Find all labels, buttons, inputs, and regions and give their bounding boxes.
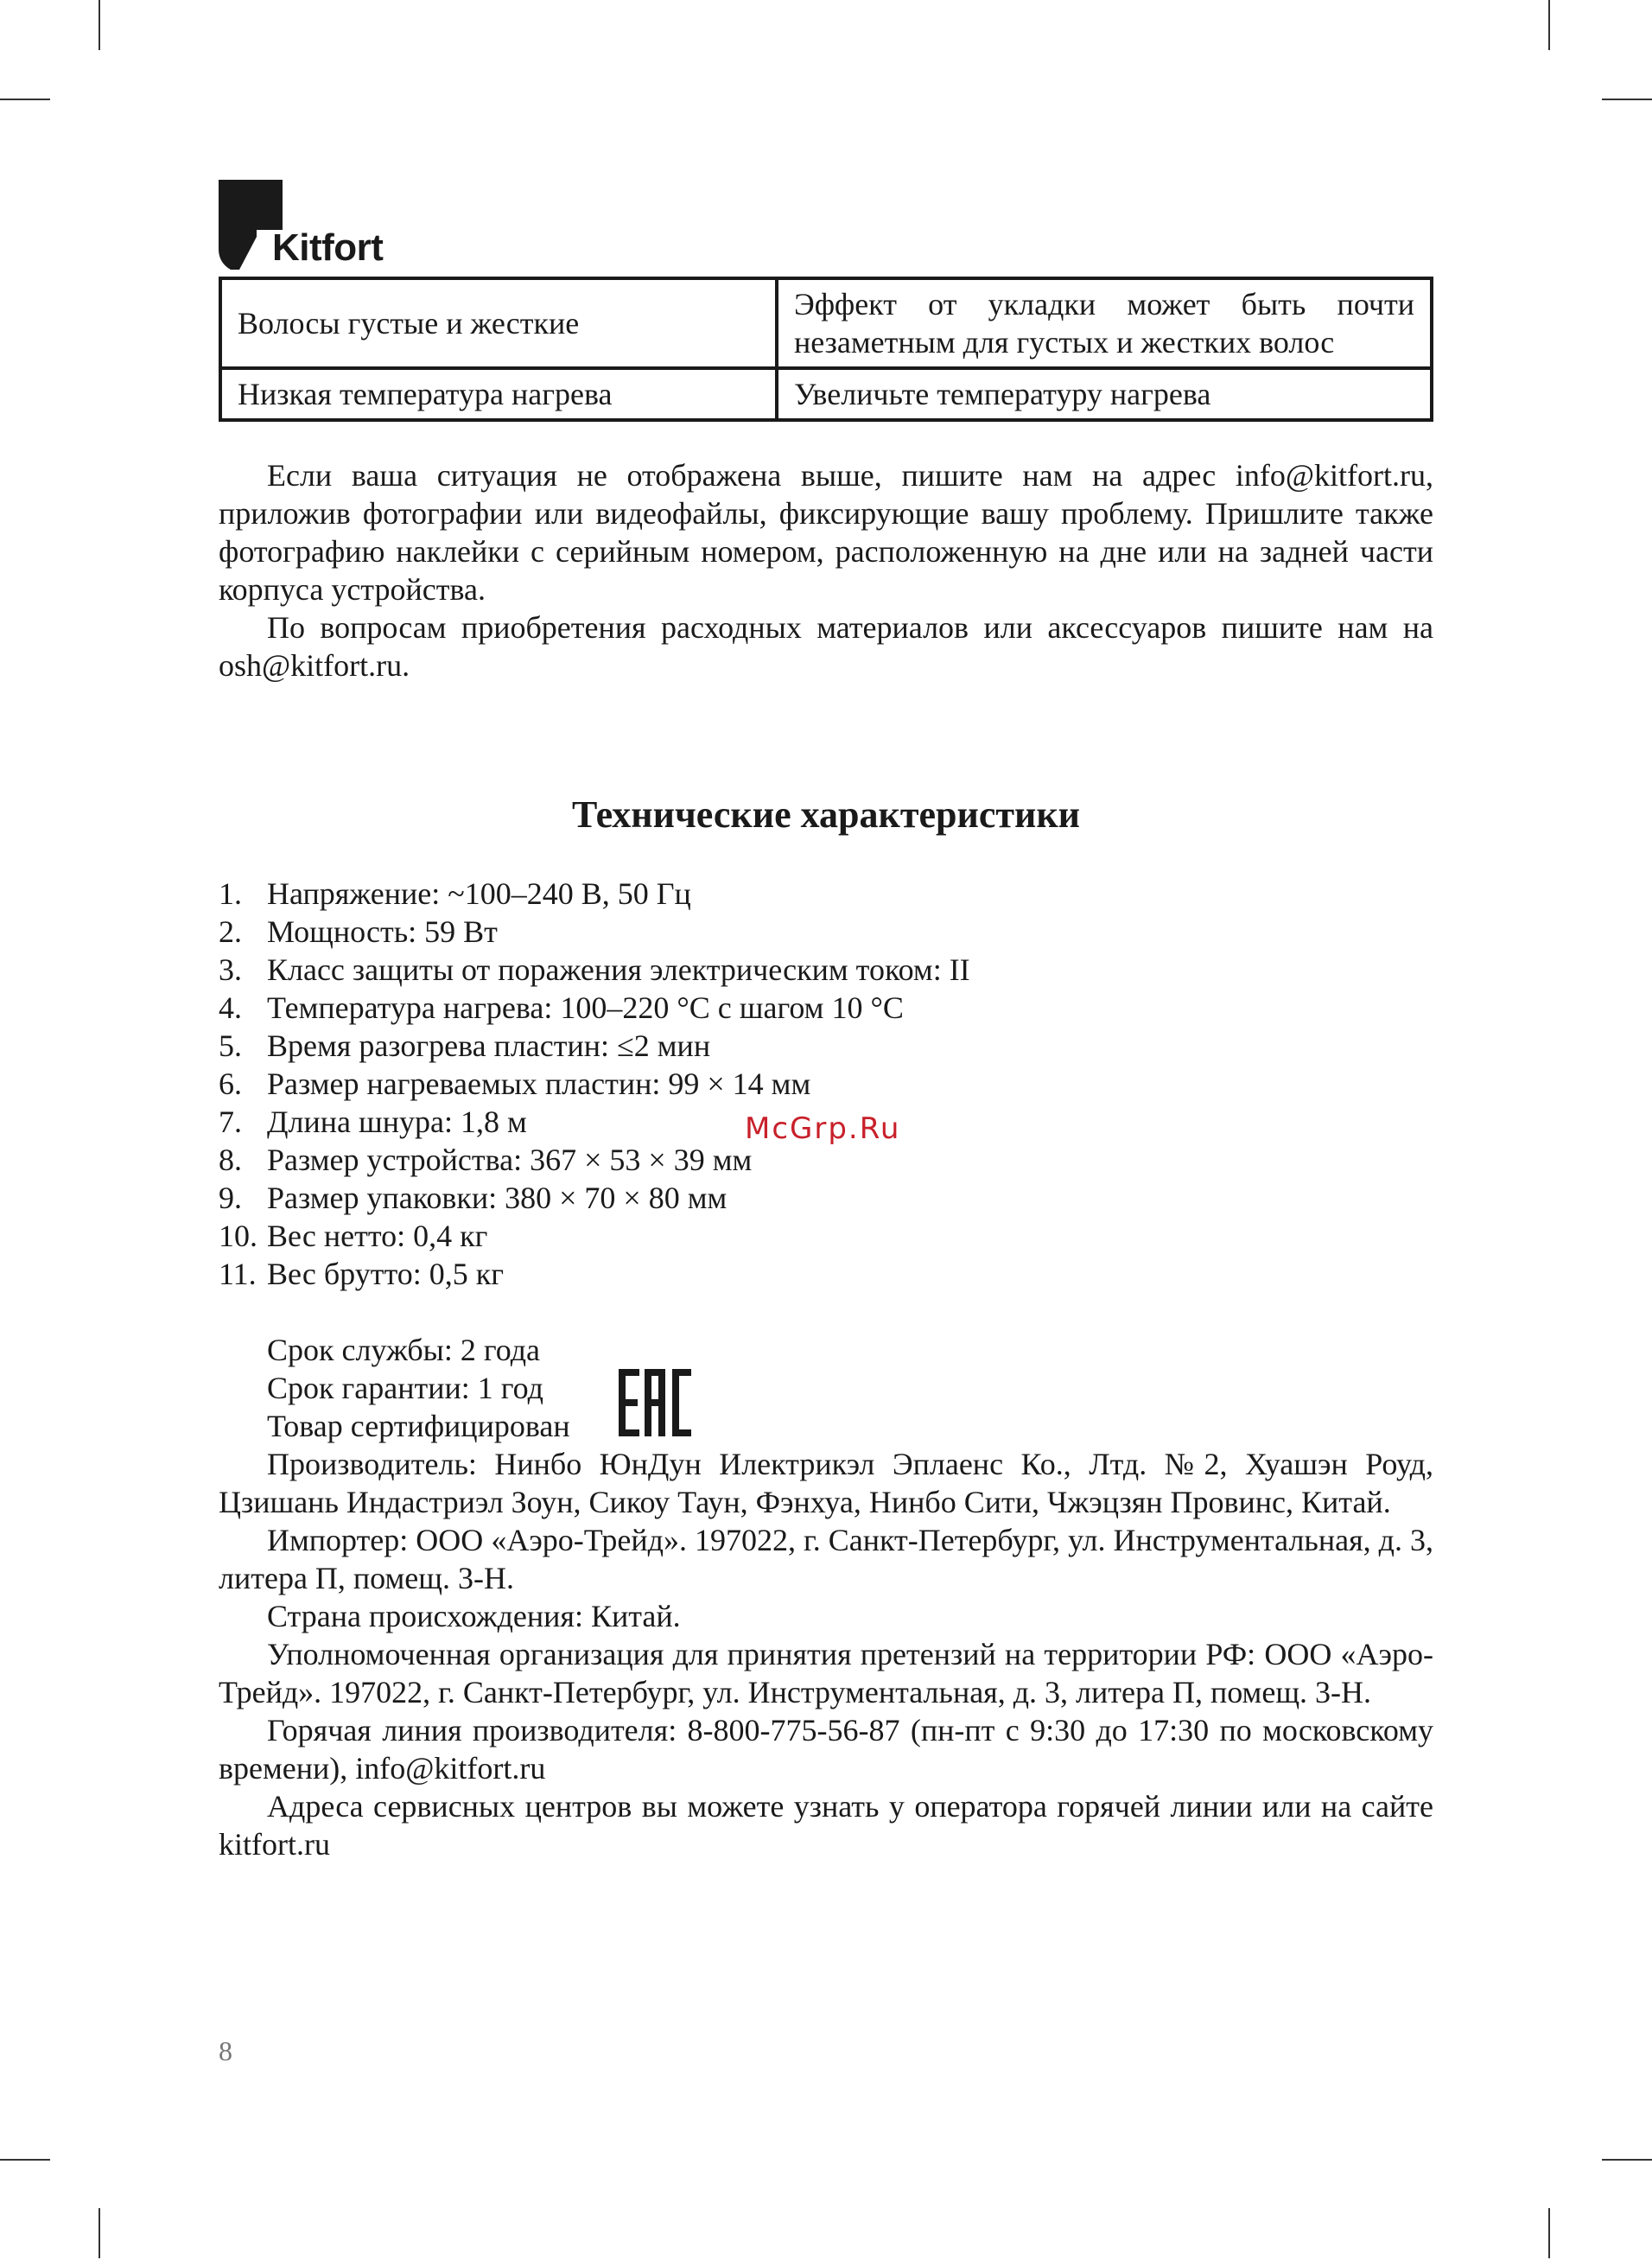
list-number: 9. (219, 1181, 242, 1215)
eac-certification-icon (619, 1369, 691, 1436)
paragraph: Производитель: Нинбо ЮнДун Илектрикэл Эплаенс Ко., Лтд. №2, Хуашэн Роуд, Цзишань Индастриэл Зоун, Сикоу Таун, Фэнхуа, Нинбо Сити, Чжэцзян Провинс, Китай. (219, 1447, 1433, 1519)
list-item (219, 1027, 1433, 1065)
section-title: Технические характеристики (571, 793, 1081, 836)
list-text: Мощность: 59 Вт (267, 914, 498, 949)
crop-mark (98, 2208, 100, 2258)
list-item (219, 875, 1433, 913)
paragraph: Уполномоченная организация для принятия претензий на территории РФ: ООО «Аэро-Трейд». 197022, г. Санкт-Петербург, ул. Инструментальная, д. 3, литера П, помещ. 3-Н. (219, 1637, 1433, 1709)
list-item (219, 989, 1433, 1027)
list-number: 7. (219, 1105, 242, 1139)
page-number: 8 (219, 2035, 232, 2066)
contact-section (219, 456, 1433, 684)
table-cell-cause: Волосы густые и жесткие (220, 278, 777, 368)
troubleshooting-table (219, 277, 1433, 422)
list-item (219, 1065, 1433, 1103)
list-text: Время разогрева пластин: ≤2 мин (267, 1028, 711, 1063)
watermark-text: McGrp.Ru (745, 1111, 901, 1146)
paragraph: Горячая линия производителя: 8-800-775-56-87 (пн-пт с 9:30 до 17:30 по московскому времени), info@kitfort.ru (219, 1713, 1433, 1786)
list-number: 10. (219, 1219, 257, 1253)
crop-mark (1548, 0, 1550, 50)
list-number: 4. (219, 990, 242, 1025)
service-info (267, 1331, 570, 1445)
list-text: Напряжение: ~100–240 В, 50 Гц (267, 876, 691, 911)
spec-list (219, 875, 1433, 1293)
table-row (220, 278, 1432, 368)
list-text: Размер нагреваемых пластин: 99 × 14 мм (267, 1066, 811, 1101)
list-number: 11. (219, 1257, 257, 1291)
list-number: 2. (219, 914, 242, 949)
crop-mark (1602, 2159, 1652, 2161)
list-text: Вес нетто: 0,4 кг (267, 1219, 488, 1253)
crop-mark (0, 2159, 50, 2161)
table-cell-solution: Эффект от укладки может быть почти незаметным для густых и жестких волос (777, 278, 1432, 368)
crop-mark (1602, 99, 1652, 100)
table-row (220, 368, 1432, 420)
list-text: Вес брутто: 0,5 кг (267, 1257, 504, 1291)
paragraph: Импортер: ООО «Аэро-Трейд». 197022, г. Санкт-Петербург, ул. Инструментальная, д. 3, литера П, помещ. 3-Н. (219, 1523, 1433, 1595)
legal-section (219, 1445, 1433, 1863)
list-item (219, 951, 1433, 989)
list-item (219, 1255, 1433, 1293)
list-text: Класс защиты от поражения электрическим током: II (267, 952, 970, 987)
brand-name: Kitfort (272, 226, 384, 269)
list-text: Размер упаковки: 380 × 70 × 80 мм (267, 1181, 728, 1215)
list-number: 8. (219, 1143, 242, 1177)
service-life: Срок службы: 2 года (267, 1333, 541, 1367)
list-number: 6. (219, 1066, 242, 1101)
certification-note: Товар сертифицирован (267, 1409, 570, 1443)
list-number: 5. (219, 1028, 242, 1063)
list-item (219, 1179, 1433, 1217)
list-item (219, 1141, 1433, 1179)
paragraph: По вопросам приобретения расходных материалов или аксессуаров пишите нам на osh@kitfort.ru. (219, 610, 1433, 683)
list-number: 1. (219, 876, 242, 911)
paragraph: Адреса сервисных центров вы можете узнать у оператора горячей линии или на сайте kitfort.ru (219, 1789, 1433, 1862)
list-item (219, 1217, 1433, 1255)
list-item (219, 913, 1433, 951)
table-cell-cause: Низкая температура нагрева (220, 368, 777, 420)
table-cell-solution: Увеличьте температуру нагрева (777, 368, 1432, 420)
list-text: Размер устройства: 367 × 53 × 39 мм (267, 1143, 753, 1177)
list-text: Длина шнура: 1,8 м (267, 1105, 527, 1139)
list-number: 3. (219, 952, 242, 987)
crop-mark (98, 0, 100, 50)
crop-mark (1548, 2208, 1550, 2258)
crop-mark (0, 99, 50, 100)
warranty-term: Срок гарантии: 1 год (267, 1371, 543, 1405)
list-text: Температура нагрева: 100–220 °C с шагом 10 °C (267, 990, 904, 1025)
paragraph: Если ваша ситуация не отображена выше, пишите нам на адрес info@kitfort.ru, приложив фотографии или видеофайлы, фиксирующие вашу проблему. Пришлите также фотографию наклейки с серийным номером, расположенную на дне или на задней части корпуса устройства. (219, 458, 1433, 607)
paragraph: Страна происхождения: Китай. (267, 1599, 681, 1633)
